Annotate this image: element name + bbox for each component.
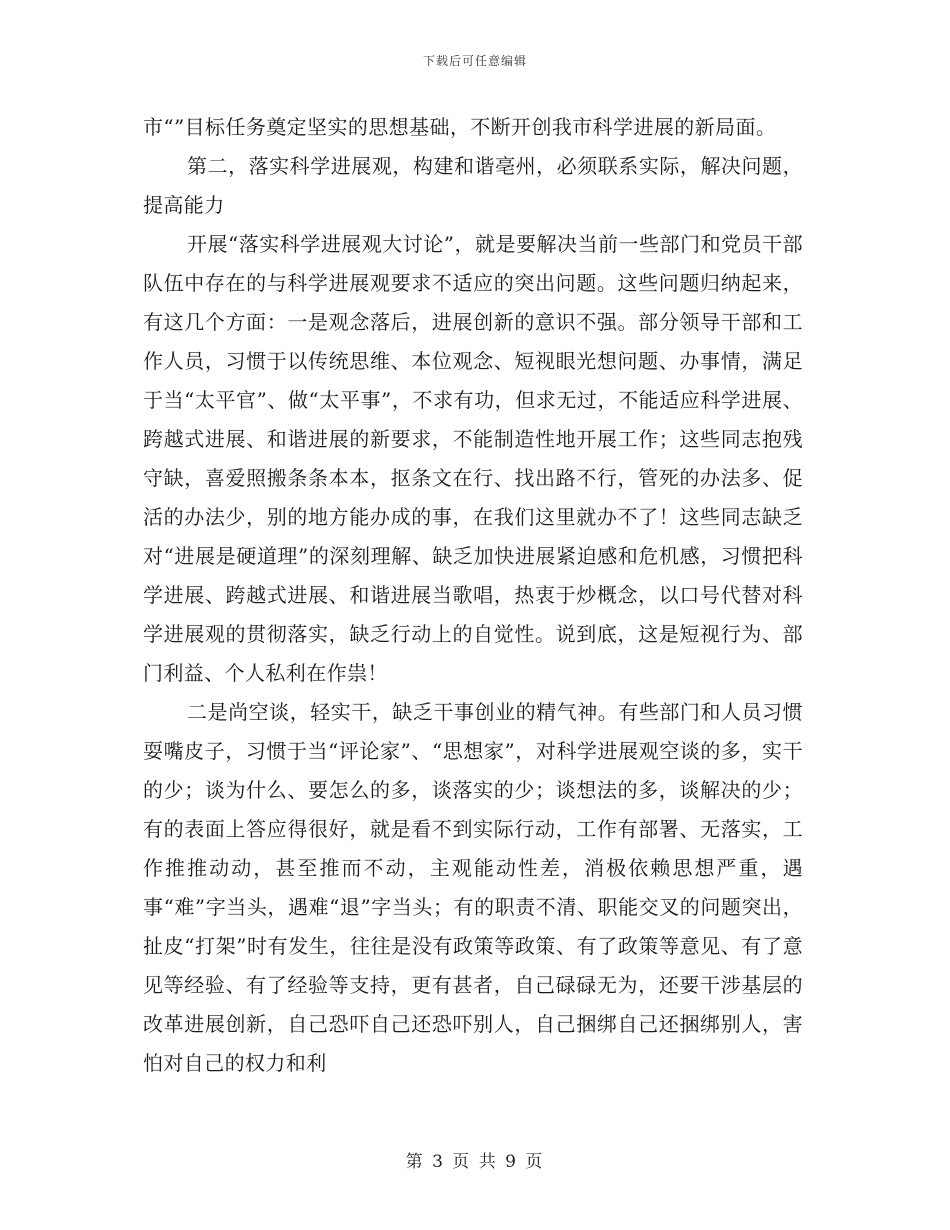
page-header: 下载后可任意编辑 bbox=[422, 54, 527, 68]
paragraph-section-heading: 第二，落实科学进展观，构建和谐亳州，必须联系实际，解决问题，提高能力 bbox=[143, 154, 803, 217]
paragraph-problems-intro: 开展“落实科学进展观大讨论”，就是要解决当前一些部门和党员干部队伍中存在的与科学进展观要求不适应的突出问题。这些问题归纳起来，有这几个方面：一是观念落后，进展创新的意识不强。部分领导干部和工作人员，习惯于以传统思维、本位观念、短视眼光想问题、办事情，满足于当“太平官”、做“太平事”，不求有功，但求无过，不能适应科学进展、跨越式进展、和谐进展的新要求，不能制造性地开展工作；这些同志抱残守缺，喜爱照搬条条本本，抠条文在行、找出路不行，管死的办法多、促活的办法少，别的地方能办成的事，在我们这里就办不了！这些同志缺乏对“进展是硬道理”的深刻理解、缺乏加快进展紧迫感和危机感，习惯把科学进展、跨越式进展、和谐进展当歌唱，热衷于炒概念，以口号代替对科学进展观的贯彻落实，缺乏行动上的自觉性。说到底，这是短视行为、部门利益、个人私利在作祟！ bbox=[143, 232, 803, 685]
paragraph-problem-two: 二是尚空谈，轻实干，缺乏干事创业的精气神。有些部门和人员习惯耍嘴皮子，习惯于当“评论家”、“思想家”，对科学进展观空谈的多，实干的少；谈为什么、要怎么的多，谈落实的少；谈想法的多，谈解决的少；有的表面上答应得很好，就是看不到实际行动，工作有部署、无落实，工作推推动动，甚至推而不动，主观能动性差，消极依赖思想严重，遇事“难”字当头，遇难“退”字当头；有的职责不清、职能交叉的问题突出，扯皮“打架”时有发生，往往是没有政策等政策、有了政策等意见、有了意见等经验、有了经验等支持，更有甚者，自己碌碌无为，还要干涉基层的改革进展创新，自己恐吓自己还恐吓别人，自己捆绑自己还捆绑别人，害怕对自己的权力和利 bbox=[143, 700, 803, 1075]
page-number: 第 3 页 共 9 页 bbox=[405, 1152, 545, 1172]
document-body bbox=[143, 108, 803, 1083]
paragraph-continuation: 市“”目标任务奠定坚实的思想基础，不断开创我市科学进展的新局面。 bbox=[143, 115, 777, 139]
